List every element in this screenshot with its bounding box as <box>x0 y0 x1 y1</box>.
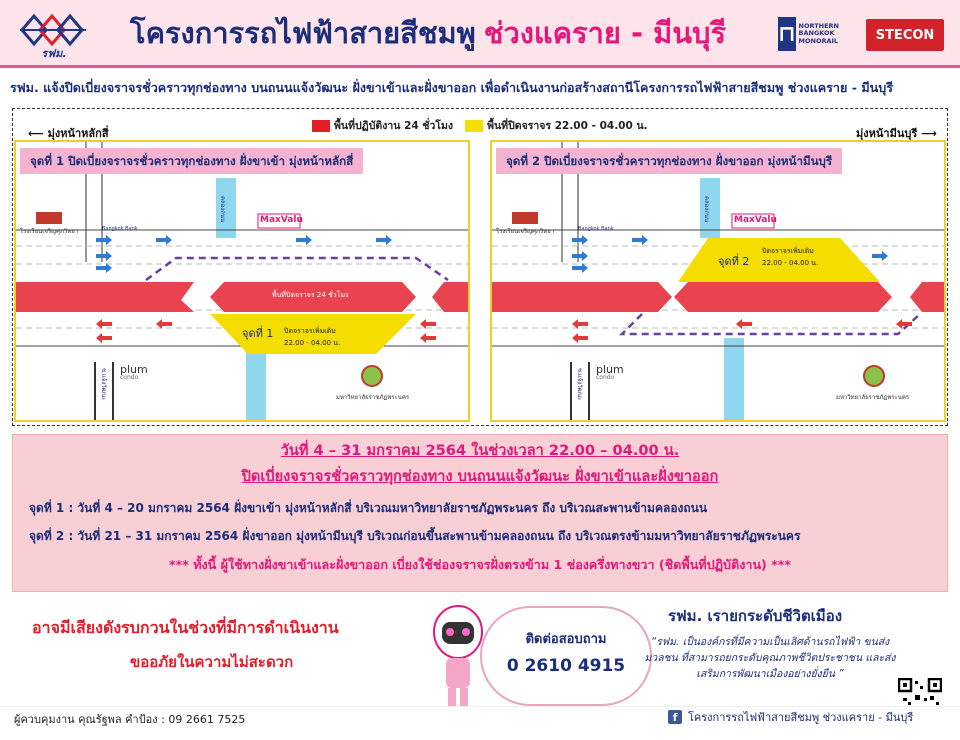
announcement-text: รฟม. แจ้งปิดเบี่ยงจราจรชั่วคราวทุกช่องทาง บนถนนแจ้งวัฒนะ ฝั่งขาเข้าและฝั่งขาออก เพื่อดำเนินงานก่อสร้างสถานีโครงการรถไฟฟ้าสายสีชมพู ช่วงแคราย - มีนบุรี <box>10 80 894 95</box>
map-diagram-1 <box>16 142 468 420</box>
title-segment: ช่วงแคราย - มีนบุรี <box>483 16 727 50</box>
apology-text: ขออภัยในความไม่สะดวก <box>130 653 294 671</box>
panel-1-point-label: จุดที่ 1 <box>242 327 274 340</box>
noise-warning: อาจมีเสียงดังรบกวนในช่วงที่มีการดำเนินงาน <box>32 618 339 637</box>
facebook-icon: f <box>668 710 682 724</box>
srt-logo <box>14 8 98 60</box>
info-point-2: จุดที่ 2 : วันที่ 21 – 31 มกราคม 2564 ฝั่งขาออก มุ่งหน้ามีนบุรี บริเวณก่อนขึ้นสะพานข้ามคลองถนน ถึง บริเวณตรงข้ามมหาวิทยาลัยราชภัฏพระนคร <box>29 529 801 543</box>
panel-2-condo <box>596 364 624 381</box>
map-panel-point-1 <box>14 140 470 422</box>
panel-2-condo-name: plum <box>596 363 624 376</box>
mascot-illustration <box>426 602 490 710</box>
info-headline: ปิดเบี่ยงจราจรชั่วคราวทุกช่องทาง บนถนนแจ้งวัฒนะ ฝั่งขาเข้าและฝั่งขาออก <box>241 468 719 485</box>
soi-label-1: ซ.แจ้งวัฒนะ <box>100 368 107 401</box>
contact-phone[interactable]: 0 2610 4915 <box>506 656 626 676</box>
canal-label-2: คลองถนน <box>703 196 710 223</box>
panel-1-extra-close: ปิดจราจรเพิ่มเติม <box>284 327 336 335</box>
info-box <box>12 434 948 592</box>
panel-2-store: MaxValu <box>734 215 777 225</box>
panel-2-time: 22.00 - 04.00 น. <box>762 259 819 267</box>
facebook-link[interactable] <box>668 708 913 726</box>
panel-1-title: จุดที่ 1 ปิดเบี่ยงจราจรชั่วคราวทุกช่องทาง ฝั่งขาเข้า มุ่งหน้าหลักสี่ <box>20 148 363 174</box>
panel-2-university: มหาวิทยาลัยราชภัฏพระนคร <box>836 394 910 401</box>
header-banner <box>0 0 960 68</box>
panel-1-condo <box>120 364 148 381</box>
soi-label-2: ซ.แจ้งวัฒนะ <box>576 368 583 401</box>
page-title <box>130 10 726 56</box>
panel-1-store: MaxValu <box>260 215 303 225</box>
panel-2-extra-close: ปิดจราจรเพิ่มเติม <box>762 247 814 255</box>
direction-right-label: มุ่งหน้ามีนบุรี <box>856 127 918 140</box>
panel-1-bank: Bangkok Bank <box>102 226 138 232</box>
title-main: โครงการรถไฟฟ้าสายสีชมพู <box>130 16 476 50</box>
slogan: รฟม. เรายกระดับชีวิตเมือง <box>668 607 843 625</box>
nbm-logo-text: NORTHERN BANGKOK MONORAIL <box>798 21 839 45</box>
facebook-page-name: โครงการรถไฟฟ้าสายสีชมพู ช่วงแคราย - มีนบุรี <box>688 711 914 724</box>
panel-1-work-area: พื้นที่ปิดจราจร 24 ชั่วโมง <box>272 291 349 299</box>
supervisor-contact: ผู้ควบคุมงาน คุณรัฐพล คำป้อง : 09 2661 7525 <box>14 713 246 726</box>
nbm-logo <box>778 14 856 54</box>
direction-left-label: มุ่งหน้าหลักสี่ <box>47 127 109 140</box>
legend-label-red: พื้นที่ปฏิบัติงาน 24 ชั่วโมง <box>334 120 454 132</box>
panel-1-condo-sub: condo <box>120 374 139 381</box>
legend-swatch-red <box>312 120 330 132</box>
direction-left: ⟵ มุ่งหน้าหลักสี่ <box>28 127 109 140</box>
direction-right: มุ่งหน้ามีนบุรี ⟶ <box>856 127 937 140</box>
panel-1-university: มหาวิทยาลัยราชภัฏพระนคร <box>336 394 410 401</box>
legend-label-yellow: พื้นที่ปิดจราจร 22.00 - 04.00 น. <box>487 120 648 132</box>
map-legend <box>312 117 648 134</box>
nbm-icon: ⊓ <box>778 17 796 51</box>
panel-2-bank: Bangkok Bank <box>578 226 614 232</box>
vision-quote: “รฟม. เป็นองค์กรที่มีความเป็นเลิศด้านรถไฟฟ้า ขนส่งมวลชน ที่สามารถยกระดับคุณภาพชีวิตประชาชน และส่งเสริมการพัฒนาเมืองอย่างยั่งยืน ” <box>644 636 896 681</box>
panel-1-school: โรงเรียนเจริญศุภวิทยา <box>20 228 79 235</box>
contact-label: ติดต่อสอบถาม <box>525 632 607 647</box>
panel-1-time: 22.00 - 04.00 น. <box>284 339 341 347</box>
panel-2-condo-sub: condo <box>596 374 615 381</box>
panel-2-school: โรงเรียนเจริญศุภวิทยา <box>496 228 555 235</box>
stecon-logo: STECON <box>866 19 944 51</box>
panel-2-title: จุดที่ 2 ปิดเบี่ยงจราจรชั่วคราวทุกช่องทาง ฝั่งขาออก มุ่งหน้ามีนบุรี <box>496 148 842 174</box>
contact-bubble <box>480 606 652 706</box>
panel-1-condo-name: plum <box>120 363 148 376</box>
info-point-1: จุดที่ 1 : วันที่ 4 – 20 มกราคม 2564 ฝั่งขาเข้า มุ่งหน้าหลักสี่ บริเวณมหาวิทยาลัยราชภัฏพระนคร ถึง บริเวณสะพานข้ามคลองถนน <box>29 501 708 515</box>
info-note: *** ทั้งนี้ ผู้ใช้ทางฝั่งขาเข้าและฝั่งขาออก เบี่ยงใช้ช่องจราจรฝั่งตรงข้าม 1 ช่องครึ่งทางขวา (ชิดพื้นที่ปฏิบัติงาน) *** <box>169 557 791 572</box>
map-panel-point-2 <box>490 140 946 422</box>
info-date-line: วันที่ 4 – 31 มกราคม 2564 ในช่วงเวลา 22.00 – 04.00 น. <box>280 442 680 459</box>
canal-label-1: คลองถนน <box>219 196 226 223</box>
legend-swatch-yellow <box>465 120 483 132</box>
srt-logo-text: รฟม. <box>41 47 67 60</box>
map-diagram-2 <box>492 142 944 420</box>
panel-2-point-label: จุดที่ 2 <box>718 255 750 268</box>
